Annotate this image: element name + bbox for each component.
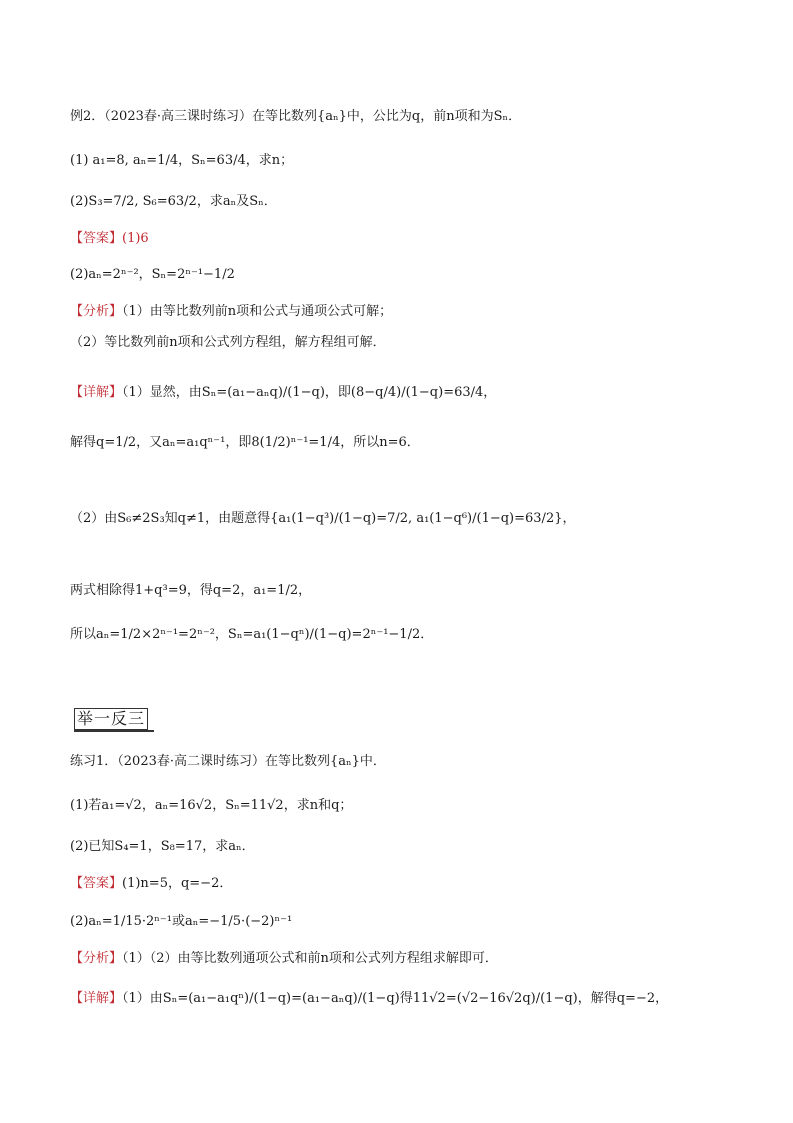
practice-analysis-label: 【分析】 [70,951,123,966]
practice-answer-2: (2)aₙ=1/15·2ⁿ⁻¹或aₙ=−1/5·(−2)ⁿ⁻¹ [70,914,293,929]
practice-detail-label: 【详解】 [70,991,123,1006]
analysis-label: 【分析】 [70,304,123,319]
example-part-1: (1) a₁=8, aₙ=1/4，Sₙ=63/4，求n； [70,153,294,168]
example-source: （2023春·高三课时练习） [104,109,252,124]
practice-answer [70,875,232,893]
practice-answer-1: (1)n=5，q=−2． [122,876,233,891]
answer-part-1: (1)6 [122,231,149,246]
example-heading [70,108,521,126]
example-stem: 在等比数列{aₙ}中，公比为q，前n项和为Sₙ． [252,109,522,124]
example-analysis-2: （2）等比数列前n项和公式列方程组，解方程组可解． [70,335,386,350]
detail-label: 【详解】 [70,385,123,400]
example-part-2: (2)S₃=7/2, S₆=63/2，求aₙ及Sₙ． [70,194,277,209]
practice-analysis [70,950,498,968]
detail-text-1: （1）显然，由Sₙ=(a₁−aₙq)/(1−q)，即(8−q/4)/(1−q)=63/4， [122,385,497,400]
section-underline [74,730,154,732]
analysis-text-1: （1）由等比数列前n项和公式与通项公式可解； [122,304,393,319]
example-detail [70,384,496,402]
example-detail-5: 所以aₙ=1/2×2ⁿ⁻¹=2ⁿ⁻²，Sₙ=a₁(1−qⁿ)/(1−q)=2ⁿ⁻¹−1/2． [70,627,434,642]
section-title-text: 举一反三 [74,708,148,730]
example-detail-2: 解得q=1/2，又aₙ=a₁qⁿ⁻¹，即8(1/2)ⁿ⁻¹=1/4，所以n=6． [70,435,420,450]
example-answer-2: (2)aₙ=2ⁿ⁻²，Sₙ=2ⁿ⁻¹−1/2 [70,267,235,282]
practice-answer-label: 【答案】 [70,876,123,891]
example-analysis [70,303,392,321]
practice-analysis-text: （1）（2）由等比数列通项公式和前n项和公式列方程组求解即可． [122,951,498,966]
practice-detail-text: （1）由Sₙ=(a₁−a₁qⁿ)/(1−q)=(a₁−aₙq)/(1−q)得11√2=(√2−16√2q)/(1−q)，解得q=−2， [122,991,669,1006]
practice-part-1: (1)若a₁=√2，aₙ=16√2，Sₙ=11√2，求n和q； [70,798,353,813]
practice-label: 练习1． [70,754,118,769]
practice-stem: 在等比数列{aₙ}中． [265,754,386,769]
example-detail-3: （2）由S₆≠2S₃知q≠1，由题意得{a₁(1−q³)/(1−q)=7/2, a₁(1−q⁶)/(1−q)=63/2}， [70,511,576,526]
example-detail-4: 两式相除得1+q³=9，得q=2，a₁=1/2， [70,583,312,598]
practice-detail [70,990,668,1008]
example-answer [70,230,149,248]
practice-part-2: (2)已知S₄=1，S₈=17，求aₙ． [70,839,255,854]
example-label: 例2． [70,109,105,124]
practice-heading [70,753,386,771]
practice-source: （2023春·高二课时练习） [117,754,265,769]
answer-label: 【答案】 [70,231,123,246]
section-title [74,708,149,730]
